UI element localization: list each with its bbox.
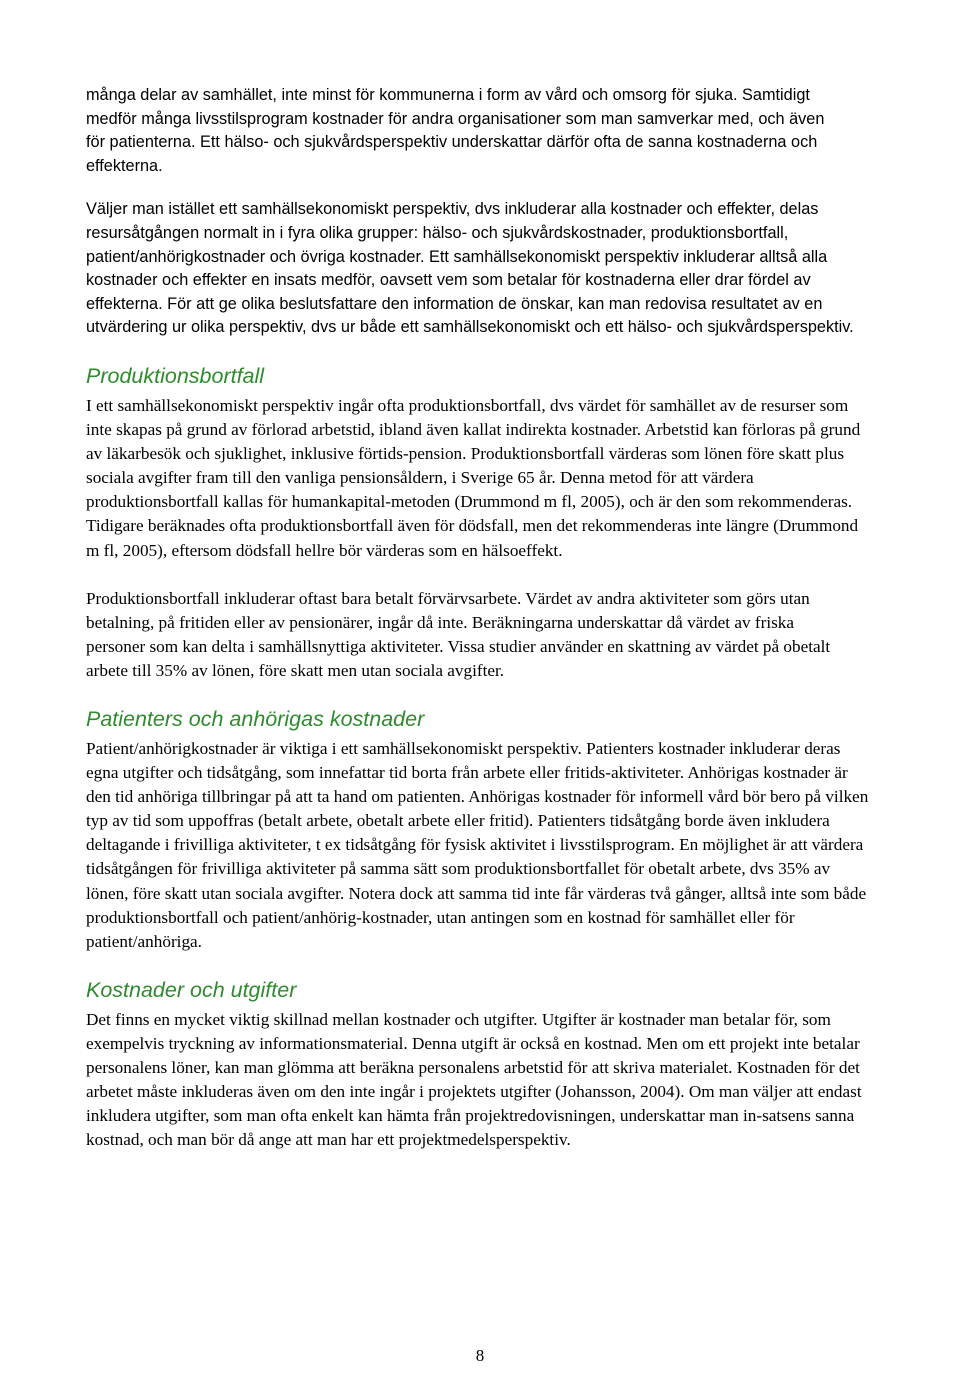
section-heading-patienter: Patienters och anhörigas kostnader <box>86 706 425 731</box>
perspective-paragraph: Väljer man istället ett samhällsekonomiskt perspektiv, dvs inkluderar alla kostnader och effekter, delas resursåtgången normalt in i fyra olika grupper: hälso- och sjukvårdskostnader, produktionsbortfall, patient/anhörigkostnader och övriga kostnader. Ett samhällsekonomiskt perspektiv inkluderar alltså alla kostnader och effekter en insats medför, oavsett vem som betalar för kostnaderna eller drar fördel av effekterna. För att ge olika beslutsfattare den information de önskar, kan man redovisa resultatet av en utvärdering ur olika perspektiv, dvs ur både ett samhällsekonomiskt och ett hälso- och sjukvårdsperspektiv. <box>86 200 854 337</box>
section-heading-kostnader: Kostnader och utgifter <box>86 977 297 1002</box>
kostnader-paragraph: Det finns en mycket viktig skillnad mellan kostnader och utgifter. Utgifter är kostnader man betalar för, som exempelvis tryckning av informationsmaterial. Denna utgift är också en kostnad. Men om ett projekt inte betalar personalens löner, kan man glömma att beräkna personalens arbetstid för att skriva materialet. Kostnaden för det arbetet måste inkluderas även om den inte ingår i projektets utgifter (Johansson, 2004). Om man väljer att endast inkludera utgifter, som man ofta enkelt kan hämta från projektredovisningen, underskattar man in-satsens sanna kostnad, och man bör då ange att man har ett projektmedelsperspektiv. <box>86 1009 862 1150</box>
document-page <box>86 84 886 1152</box>
produktionsbortfall-paragraph-2: Produktionsbortfall inkluderar oftast bara betalt förvärvsarbete. Värdet av andra aktiviteter som görs utan betalning, på fritiden eller av pensionärer, ingår då inte. Beräkningarna underskattar då värdet av friska personer som kan delta i samhällsnyttiga aktiviteter. Vissa studier använder en skattning av värdet på obetalt arbete till 35% av lönen, före skatt men utan sociala avgifter. <box>86 588 831 680</box>
produktionsbortfall-paragraph-1: I ett samhällsekonomiskt perspektiv ingår ofta produktionsbortfall, dvs värdet för samhället av de resurser som inte skapas på grund av förlorad arbetstid, ibland även kallat indirekta kostnader. Arbetstid kan förloras på grund av läkarbesök och sjuklighet, inklusive förtids-pension. Produktionsbortfall värderas som lönen före skatt plus sociala avgifter fram till den vanliga pensionsåldern, i Sverige 65 år. Denna metod för att värdera produktionsbortfall kallas för humankapital-metoden (Drummond m fl, 2005), och är den som rekommenderas. Tidigare beräknades ofta produktionsbortfall även för dödsfall, men det rekommenderas inte längre (Drummond m fl, 2005), eftersom dödsfall hellre bör värderas som en hälsoeffekt. <box>86 395 861 560</box>
intro-paragraph-continued: många delar av samhället, inte minst för kommunerna i form av vård och omsorg för sjuka. Samtidigt medför många livsstilsprogram kostnader för andra organisationer som man samverkar med, och även för patienterna. Ett hälso- och sjukvårdsperspektiv underskattar därför ofta de sanna kostnaderna och effekterna. <box>86 86 825 175</box>
patienter-paragraph: Patient/anhörigkostnader är viktiga i ett samhällsekonomiskt perspektiv. Patienters kostnader inkluderar deras egna utgifter och tidsåtgång, som innefattar tid borta från arbete eller fritids-aktiviteter. Anhörigas kostnader är den tid anhöriga tillbringar på att ta hand om patienten. Anhörigas kostnader för informell vård bör bero på vilken typ av tid som uppoffras (betalt arbete, obetalt arbete eller fritid). Patienters tidsåtgång borde även inkludera deltagande i frivilliga aktiviteter, t ex tidsåtgång för fysisk aktivitet i livsstilsprogram. En möjlighet är att värdera tidsåtgången för frivilliga aktiviteter på samma sätt som produktionsbortfallet för obetalt arbete, dvs 35% av lönen, före skatt utan sociala avgifter. Notera dock att samma tid inte får värderas två gånger, alltså inte som både produktionsbortfall och patient/anhörig-kostnader, utan antingen som en kostnad för samhället eller för patient/anhöriga. <box>86 738 869 951</box>
section-heading-produktionsbortfall: Produktionsbortfall <box>86 363 265 388</box>
page-number: 8 <box>475 1346 485 1365</box>
